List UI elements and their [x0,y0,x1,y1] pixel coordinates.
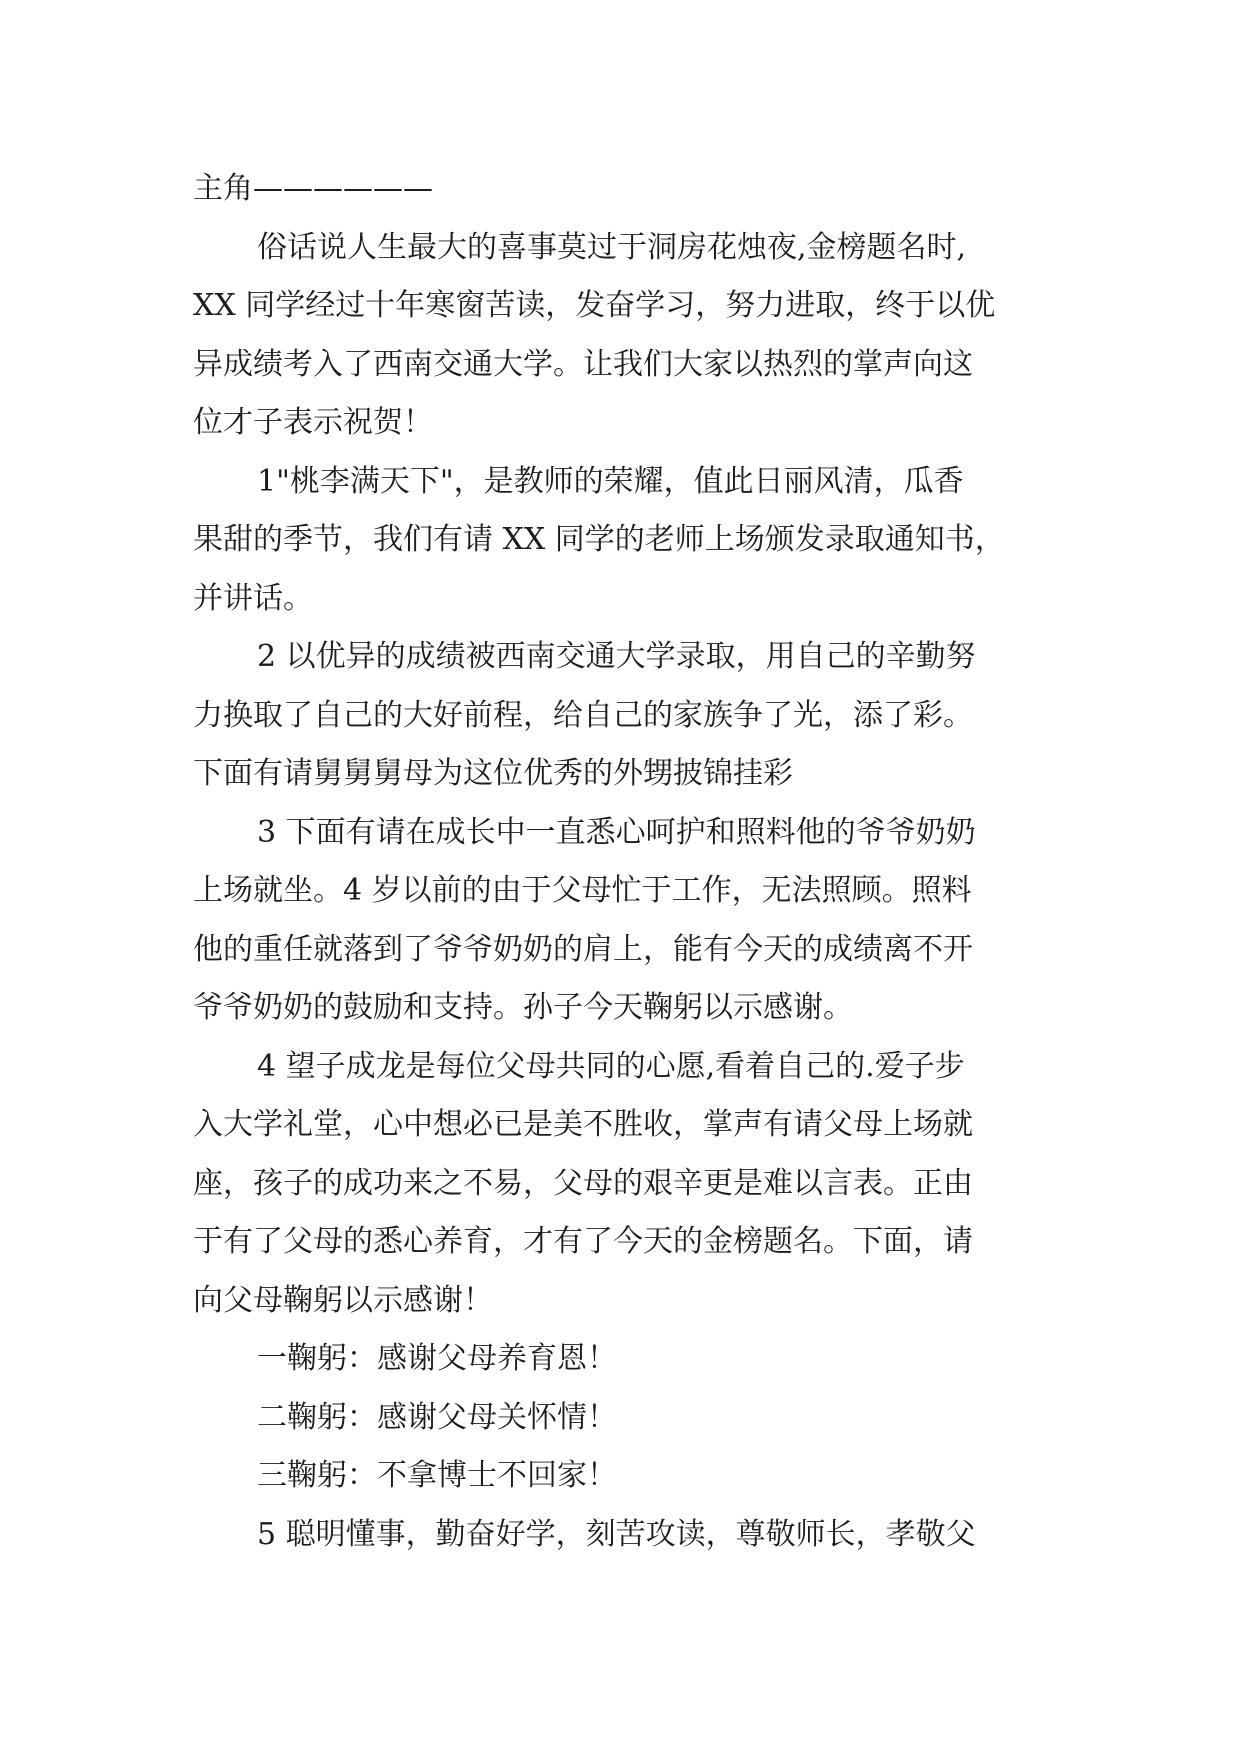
text-line-18: 座，孩子的成功来之不易，父母的艰辛更是难以言表。正由 [193,1165,973,1201]
text-line-8: 并讲话。 [193,580,313,616]
text-line-13: 上场就坐。4 岁以前的由于父母忙于工作，无法照顾。照料 [193,873,972,908]
text-line-16: 4 望子成龙是每位父母共同的心愿,看着自己的.爱子步 [257,1048,965,1084]
text-line-23: 三鞠躬：不拿博士不回家！ [257,1458,617,1493]
text-line-7: 果甜的季节，我们有请 XX 同学的老师上场颁发录取通知书， [193,522,1005,557]
text-line-14: 他的重任就落到了爷爷奶奶的肩上，能有今天的成绩离不开 [193,931,973,967]
text-line-1: 主角—————— [193,171,433,206]
text-line-22: 二鞠躬：感谢父母关怀情！ [257,1399,617,1435]
text-line-4: 异成绩考入了西南交通大学。让我们大家以热烈的掌声向这 [193,346,973,382]
text-line-15: 爷爷奶奶的鼓励和支持。孙子今天鞠躬以示感谢。 [193,990,853,1025]
text-line-19: 于有了父母的悉心养育，才有了今天的金榜题名。下面，请 [193,1224,973,1259]
text-line-17: 入大学礼堂，心中想必已是美不胜收，掌声有请父母上场就 [193,1107,973,1142]
text-line-10: 力换取了自己的大好前程，给自己的家族争了光，添了彩。 [193,697,973,733]
text-line-5: 位才子表示祝贺！ [193,405,433,440]
text-line-9: 2 以优异的成绩被西南交通大学录取，用自己的辛勤努 [257,639,976,674]
text-line-21: 一鞠躬：感谢父母养育恩！ [257,1341,617,1376]
text-line-12: 3 下面有请在成长中一直悉心呵护和照料他的爷爷奶奶 [257,814,976,850]
text-line-3: XX 同学经过十年寒窗苦读，发奋学习，努力进取，终于以优 [193,288,996,323]
document-body [193,160,1073,1564]
text-line-11: 下面有请舅舅舅母为这位优秀的外甥披锦挂彩 [193,756,793,791]
text-line-2: 俗话说人生最大的喜事莫过于洞房花烛夜,金榜题名时, [257,229,967,265]
text-line-20: 向父母鞠躬以示感谢！ [193,1282,493,1318]
text-line-6: 1"桃李满天下"，是教师的荣耀，值此日丽风清，瓜香 [257,463,964,499]
text-line-24: 5 聪明懂事，勤奋好学，刻苦攻读，尊敬师长，孝敬父 [257,1516,976,1552]
